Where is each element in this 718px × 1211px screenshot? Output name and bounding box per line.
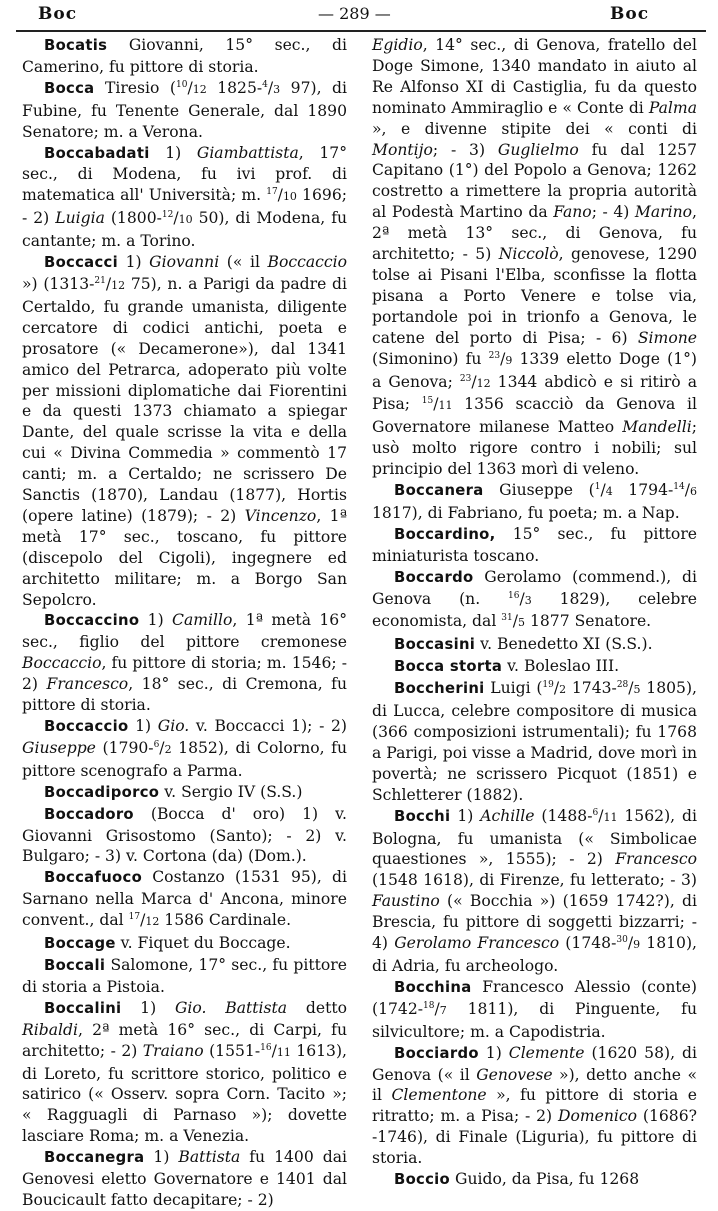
entry-headword: Boccaccino — [44, 612, 140, 630]
dictionary-entry — [22, 252, 347, 610]
entry-text: 1) Gio. v. Boccacci 1); - 2) Giuseppe (1790-$^6$/2 1852), di Colorno, fu pittore scenografo a Parma. — [22, 717, 347, 780]
entry-headword: Boccafuoco — [44, 869, 143, 887]
header-right-guideword: Boc — [610, 4, 650, 24]
dictionary-entry — [372, 1043, 697, 1169]
entry-headword: Boccanera — [394, 482, 484, 500]
entry-headword: Bocca — [44, 79, 95, 97]
entry-headword: Boccalini — [44, 999, 122, 1017]
entry-text: (Bocca d' oro) 1) v. Giovanni Grisostomo (Santo); - 2) v. Bulgaro; - 3) v. Cortona (da) (Dom.). — [22, 804, 347, 866]
entry-text: v. Sergio IV (S.S.) — [159, 782, 303, 801]
entry-headword: Boccherini — [394, 680, 485, 698]
entry-text: v. Fiquet du Boccage. — [115, 934, 291, 953]
dictionary-entry — [22, 610, 347, 716]
entry-text: Gerolamo (commend.), di Genova (n. $^{16}$/3 1829), celebre economista, dal $^{31}$/5 1877 Senatore. — [372, 567, 697, 631]
entry-text: 1) Clemente (1620 58), di Genova (« il Genovese »), detto anche « il Clementone », fu pittore di storia e ritratto; m. a Pisa; - 2) Domenico (1686?-1746), di Finale (Liguria), fu pittore di storia. — [372, 1043, 697, 1168]
dictionary-entry — [22, 35, 347, 78]
dictionary-entry — [22, 933, 347, 955]
entry-headword: Boccaccio — [44, 718, 129, 735]
entry-text: 1) Gio. Battista detto Ribaldi, 2ª metà 16° sec., di Carpi, fu architetto; - 2) Traiano (1551-$^{16}$/11 1613), di Loreto, fu scrittore storico, politico e satirico (« Osserv. sopra Corn. Tacito »; « Ragguagli di Parnaso »); dovette lasciare Roma; m. a Venezia. — [22, 998, 348, 1146]
entry-text: v. Benedetto XI (S.S.). — [475, 635, 653, 654]
entry-headword: Boccardino, — [394, 525, 496, 543]
page-number: — 289 — — [318, 4, 391, 23]
dictionary-entry — [22, 716, 347, 782]
entry-headword: Boccasini — [394, 636, 476, 654]
entry-text: Costanzo (1531 95), di Sarnano nella Marca d' Ancona, minore convent., dal $^{17}$/12 1586 Cardinale. — [22, 868, 347, 930]
entry-text: Giovanni, 15° sec., di Camerino, fu pittore di storia. — [22, 36, 347, 76]
dictionary-entry — [372, 806, 697, 977]
entry-text: 1) Camillo, 1ª metà 16° sec., figlio del pittore cremonese Boccaccio, fu pittore di storia; m. 1546; - 2) Francesco, 18° sec., di Cremona, fu pittore di storia. — [22, 611, 347, 715]
dictionary-entry — [372, 1169, 697, 1191]
dictionary-entry — [372, 678, 697, 805]
entry-headword: Boccadiporco — [44, 783, 160, 801]
entry-headword: Boccadoro — [44, 805, 134, 823]
dictionary-entry — [22, 955, 347, 998]
entry-text: Francesco Alessio (conte) (1742-$^{18}$/7 1811), di Pinguente, fu silvicultore; m. a Capodistria. — [372, 977, 697, 1041]
entry-headword: Boccacci — [44, 254, 118, 272]
entry-text: Tiresio ($^{10}$/12 1825-$^4$/3 97), di Fubine, fu Tenente Generale, dal 1890 Senatore; m. a Verona. — [22, 78, 347, 141]
entry-text: 1) Giovanni (« il Boccaccio ») (1313-$^{21}$/12 75), n. a Parigi da padre di Certaldo, fu grande umanista, diligente cercatore di codici antichi, poeta e prosatore (« Decamerone»), dal 1341 amico del Petrarca, adoperato più volte per missioni diplomatiche dai Fiorentini e da questi 1373 chiamato a spiegar Dante, del quale scrisse la vita e della cui « Divina Commedia » commentò 17 canti; m. a Certaldo; ne scrissero De Sanctis (1870), Landau (1877), Hortis (opere latine) (1879); - 2) Vincenzo, 1ª metà 17° sec., toscano, fu pittore (discepolo del Cigoli), ingegnere ed architetto militare; m. a Borgo San Sepolcro. — [22, 253, 348, 609]
page-header — [0, 0, 718, 30]
entry-text: Luigi ($^{19}$/2 1743-$^{28}$/5 1805), di Lucca, celebre compositore di musica (366 composizioni istrumentali); fu 1768 a Parigi, poi visse a Madrid, dove morì in povertà; ne scrissero Picquot (1851) e Schletterer (1882). — [372, 679, 697, 804]
dictionary-entry — [372, 977, 697, 1043]
dictionary-entry — [372, 480, 697, 524]
dictionary-entry — [22, 867, 347, 933]
entry-headword: Boccio — [394, 1171, 451, 1189]
entry-text: 1) Giambattista, 17° sec., di Modena, fu ivi prof. di matematica all' Università; m. $^{17}$/10 1696; - 2) Luigia (1800-$^{12}$/10 50), di Modena, fu cantante; m. a Torino. — [22, 143, 348, 251]
entry-headword: Bocatis — [44, 37, 108, 54]
entry-text: v. Boleslao III. — [502, 657, 620, 676]
dictionary-entry — [372, 35, 697, 480]
entry-text: 15° sec., fu pittore miniaturista toscano. — [372, 524, 697, 565]
entry-headword: Boccabadati — [44, 144, 150, 162]
entry-headword: Bocciardo — [394, 1044, 479, 1062]
entry-text: Egidio, 14° sec., di Genova, fratello del Doge Simone, 1340 mandato in aiuto al Re Alfonso XI di Castiglia, fu da questo nominato Ammiraglio e « Conte di Palma », e divenne stipite dei « conti di Montijo; - 3) Guglielmo fu dal 1257 Capitano (1°) del Popolo a Genova; 1262 costretto a rimettere la propria autorità al Podestà Martino da Fano; - 4) Marino, 2ª metà 13° sec., di Genova, fu architetto; - 5) Niccolò, genovese, 1290 tolse ai Pisani l'Elba, sconfisse la flotta pisana a Porto Venere e tolse via, portandole poi in trionfo a Genova, le catene del porto di Pisa; - 6) Simone (Simonino) fu $^{23}$/9 1339 eletto Doge (1°) a Genova; $^{23}$/12 1344 abdicò e si ritirò a Pisa; $^{15}$/11 1356 scacciò da Genova il Governatore milanese Matteo Mandelli; usò molto rigore contro i nobili; sul principio del 1363 morì di veleno. — [372, 36, 697, 479]
entry-headword: Bocchina — [394, 978, 472, 996]
entry-text: Salomone, 17° sec., fu pittore di storia a Pistoia. — [22, 955, 347, 996]
entry-text: Guido, da Pisa, fu 1268 — [450, 1170, 640, 1189]
header-left-guideword: Boc — [38, 4, 78, 24]
dictionary-entry — [22, 804, 347, 868]
entry-headword: Boccanegra — [44, 1149, 145, 1167]
entry-headword: Boccardo — [394, 568, 474, 586]
dictionary-entry — [22, 782, 347, 804]
entry-text: 1) Battista fu 1400 dai Genovesi eletto Governatore e 1401 dal Boucicault fatto decapitare; - 2) — [22, 1148, 348, 1209]
entry-headword: Boccage — [44, 935, 116, 953]
dictionary-entry — [372, 524, 697, 567]
dictionary-entry — [372, 656, 697, 678]
entry-headword: Boccali — [44, 956, 106, 974]
dictionary-entry — [22, 1147, 347, 1211]
dictionary-entry — [22, 143, 347, 253]
right-column — [372, 35, 698, 1189]
header-rule — [16, 30, 706, 32]
entry-headword: Bocca storta — [394, 658, 503, 676]
dictionary-entry — [372, 567, 697, 635]
dictionary-entry — [22, 78, 347, 143]
entry-headword: Bocchi — [394, 807, 451, 825]
entry-text: Giuseppe ($^1$/4 1794-$^{14}$/6 1817), di Fabriano, fu poeta; m. a Nap. — [372, 481, 697, 522]
dictionary-entry — [372, 634, 697, 656]
left-column — [22, 35, 348, 1209]
dictionary-entry — [22, 998, 347, 1147]
entry-text: 1) Achille (1488-$^6$/11 1562), di Bologna, fu umanista (« Simbolicae quaestiones », 1555); - 2) Francesco (1548 1618), di Firenze, fu letterato; - 3) Faustino (« Bocchia ») (1659 1742?), di Brescia, fu pittore di soggetti bizzarri; - 4) Gerolamo Francesco (1748-$^{30}$/9 1810), di Adria, fu archeologo. — [372, 806, 698, 975]
